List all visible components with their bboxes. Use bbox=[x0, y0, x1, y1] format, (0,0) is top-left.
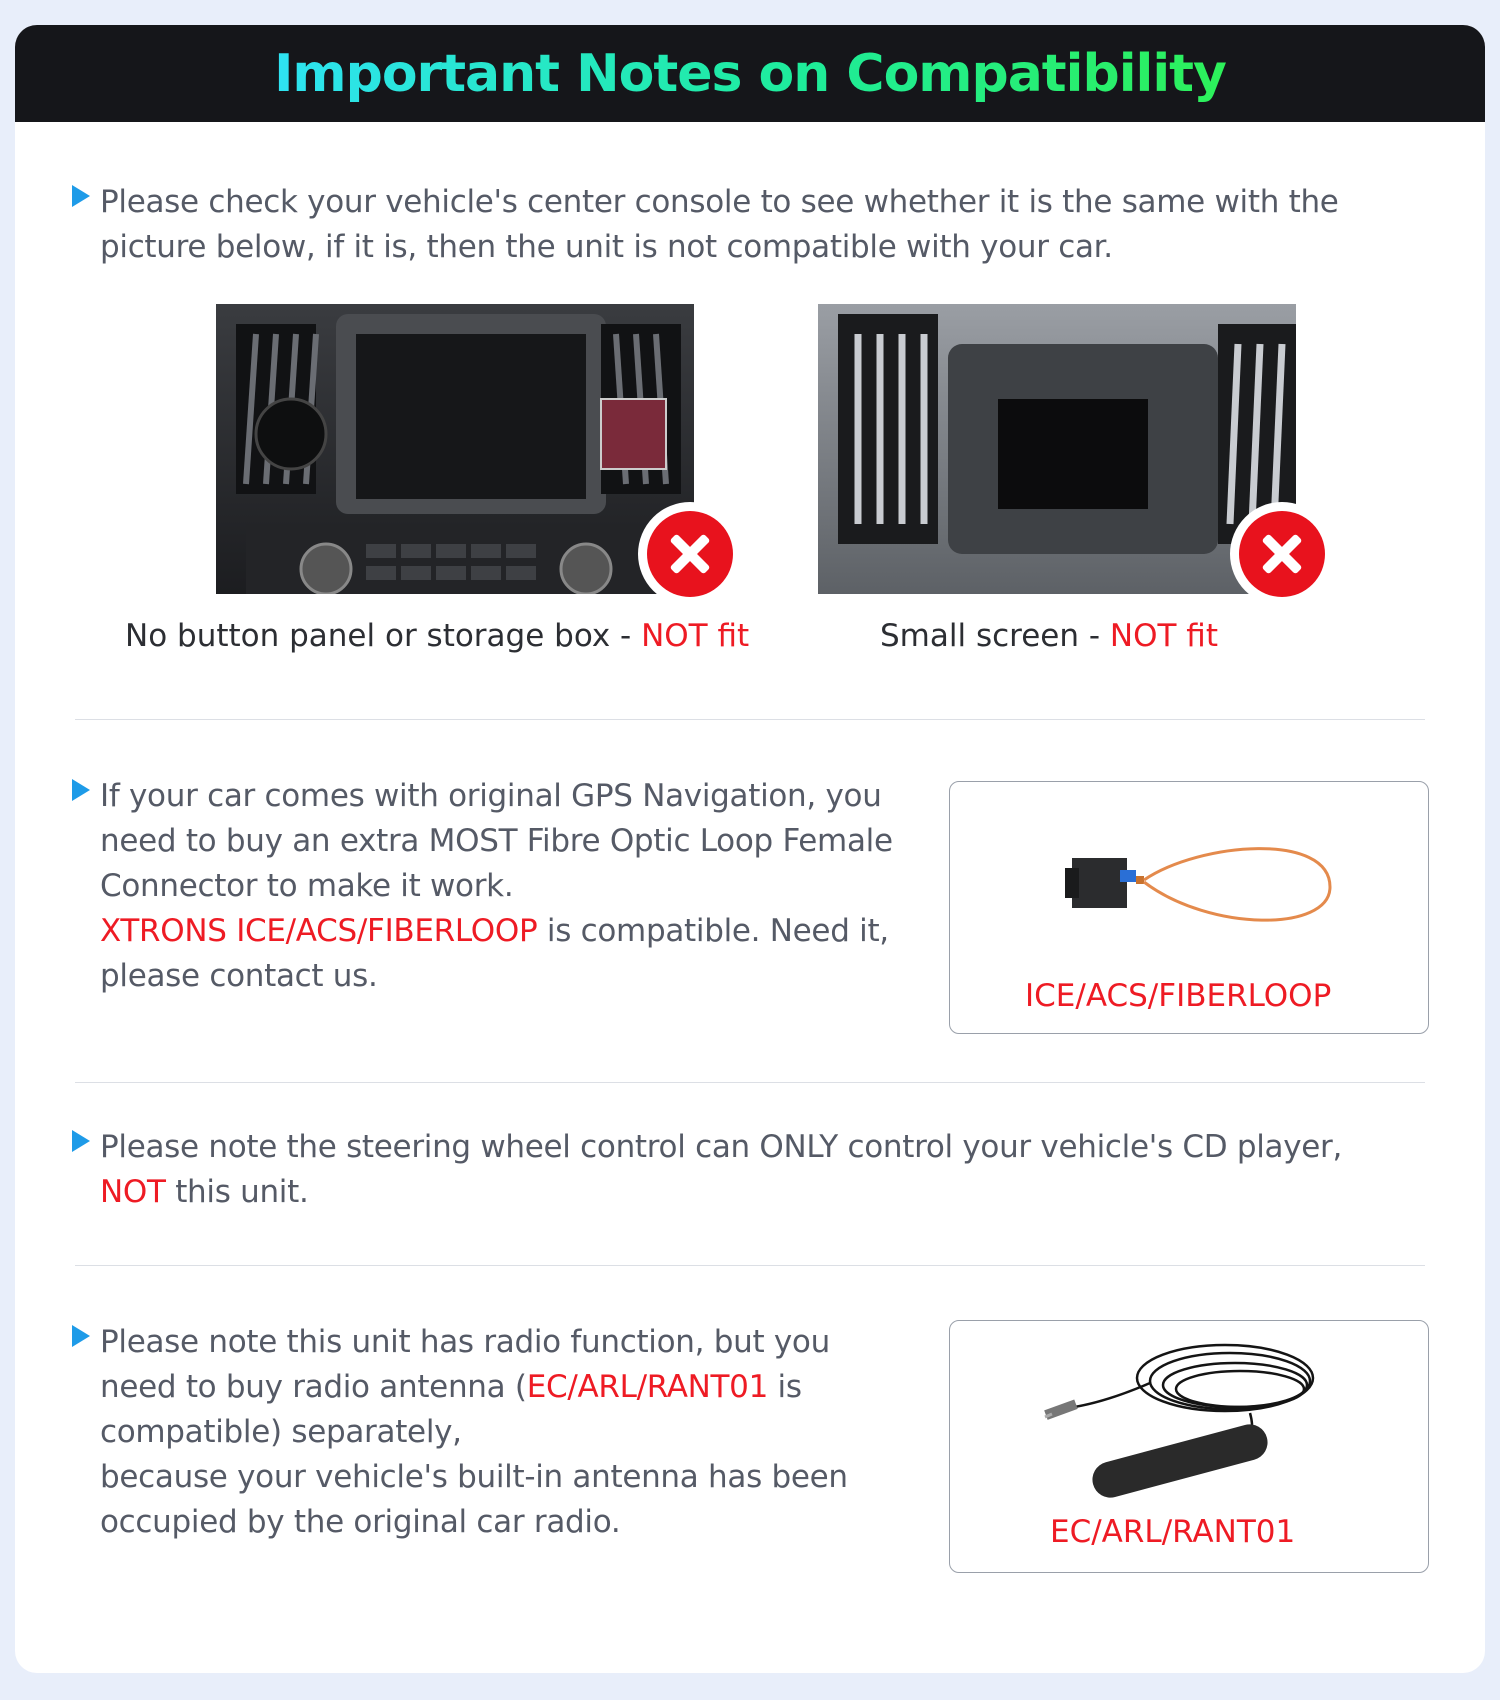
fiberloop-product-label: ICE/ACS/FIBERLOOP bbox=[1025, 978, 1332, 1014]
bullet-icon bbox=[72, 1325, 90, 1347]
bullet-icon bbox=[72, 779, 90, 801]
section-divider bbox=[75, 719, 1425, 720]
page-title: Important Notes on Compatibility bbox=[274, 43, 1226, 104]
section-divider bbox=[75, 1082, 1425, 1083]
bullet-icon bbox=[72, 1130, 90, 1152]
dashboard-illustration-1 bbox=[216, 304, 694, 594]
antenna-product-box bbox=[949, 1320, 1429, 1573]
dashboard-illustration-2 bbox=[818, 304, 1296, 594]
section4-text: Please note this unit has radio function, but you need to buy radio antenna (EC/ARL/RANT01 is compatible) separately, because your vehicle's built-in antenna has been occupied by the original car radio. bbox=[100, 1324, 848, 1540]
section1-text: Please check your vehicle's center console to see whether it is the same with the picture below, if it is, then the unit is not compatible with your car. bbox=[100, 184, 1339, 265]
console-photo-1 bbox=[216, 304, 694, 594]
section-divider bbox=[75, 1265, 1425, 1266]
section2-text: If your car comes with original GPS Navigation, you need to buy an extra MOST Fibre Optic Loop Female Connector to make it work. XTRONS ICE/ACS/FIBERLOOP is compatible. Need it, please contact us. bbox=[100, 778, 893, 994]
not-fit-x-icon bbox=[638, 502, 742, 606]
not-fit-x-icon bbox=[1230, 502, 1334, 606]
antenna-product-label: EC/ARL/RANT01 bbox=[1050, 1514, 1296, 1550]
section3-text: Please note the steering wheel control can ONLY control your vehicle's CD player, NOT this unit. bbox=[100, 1129, 1343, 1210]
caption-case-2: Small screen - NOT fit bbox=[880, 618, 1218, 654]
compatibility-card bbox=[15, 25, 1485, 1673]
header-bar bbox=[15, 25, 1485, 122]
fiberloop-product-box bbox=[949, 781, 1429, 1034]
console-photo-2 bbox=[818, 304, 1296, 594]
bullet-icon bbox=[72, 185, 90, 207]
caption-case-1: No button panel or storage box - NOT fit bbox=[125, 618, 750, 654]
